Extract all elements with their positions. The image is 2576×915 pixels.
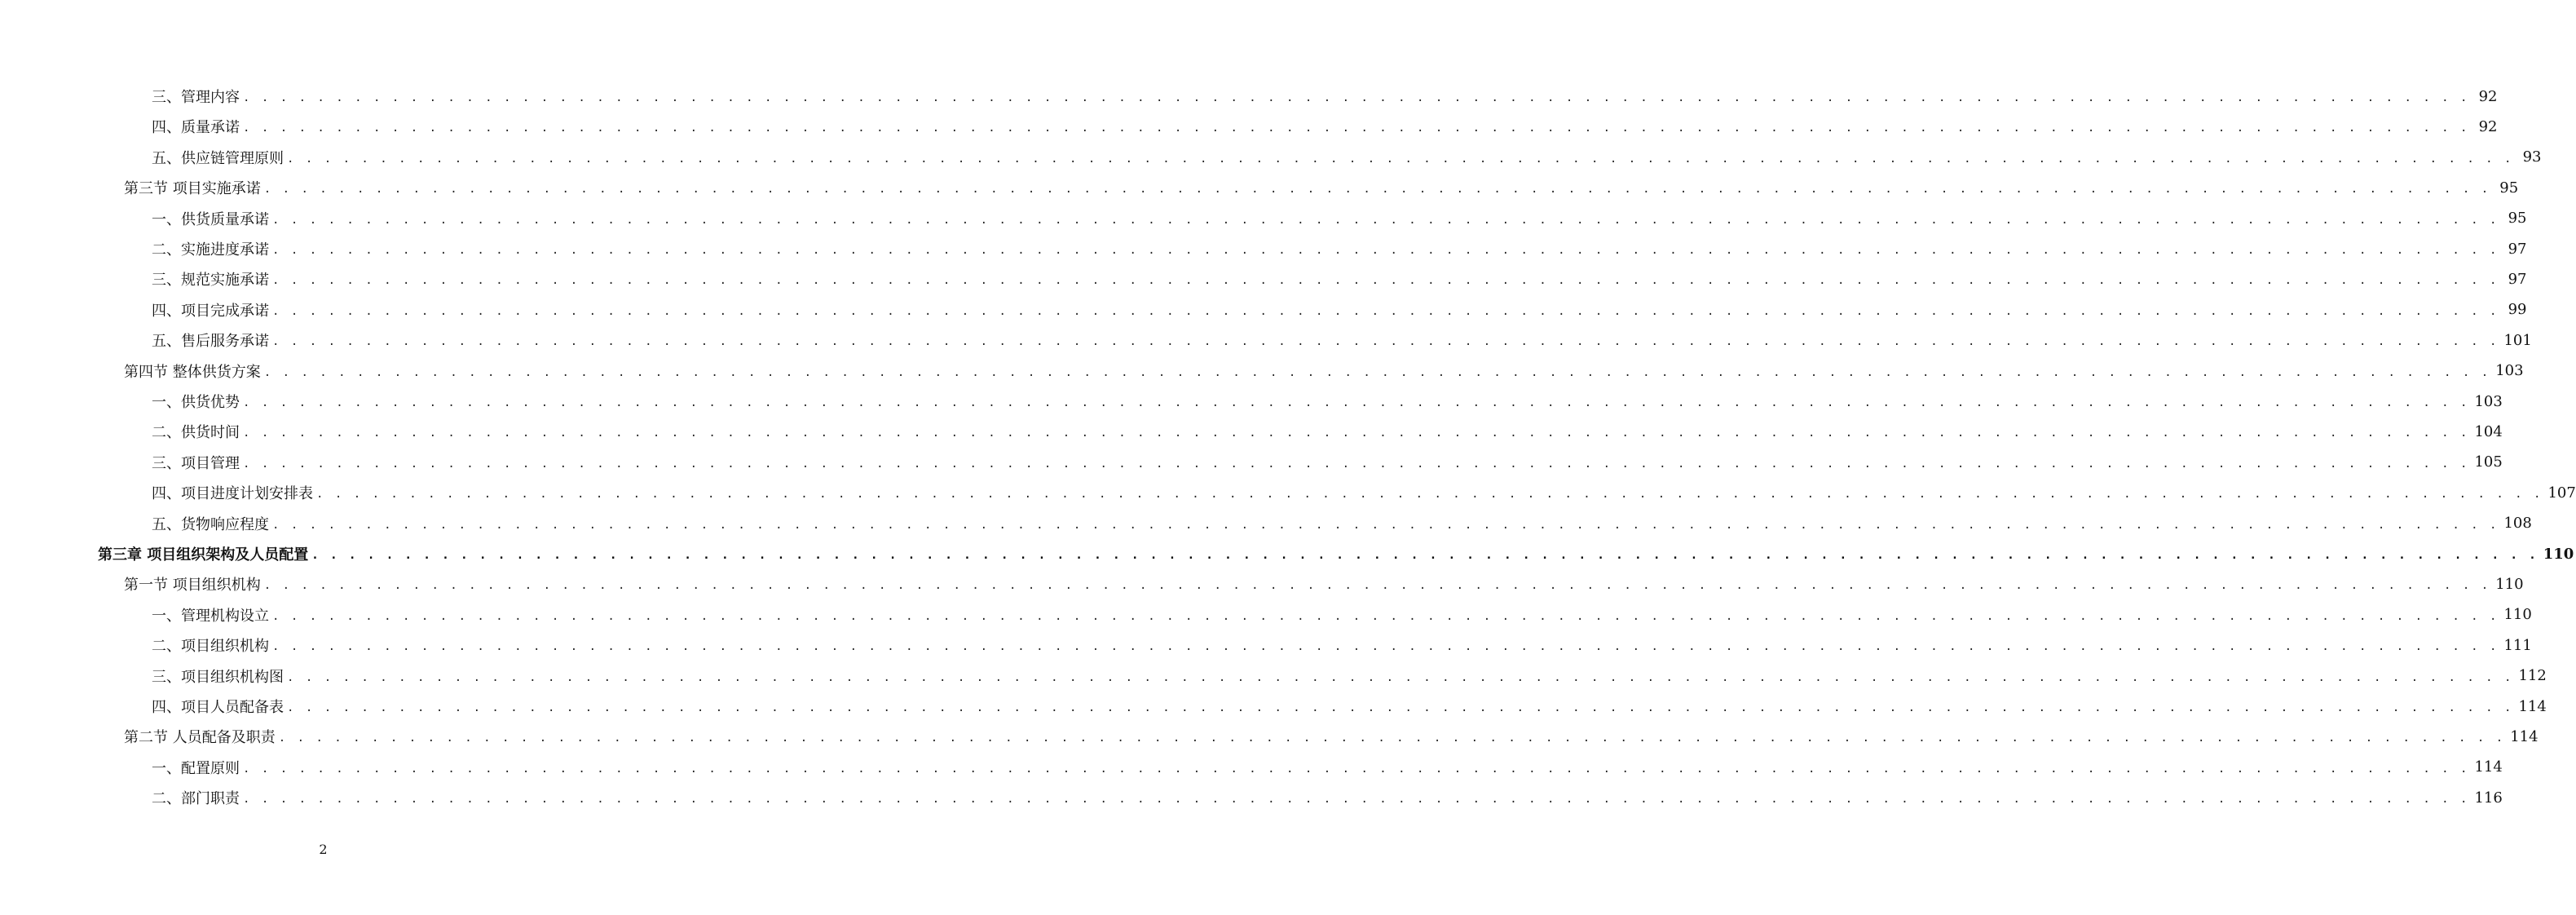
toc-entry[interactable] xyxy=(152,600,2532,630)
toc-entry[interactable] xyxy=(152,143,2542,172)
toc-entry[interactable] xyxy=(152,295,2527,325)
toc-leader-dots: . . . . . . . . . . . . . . . . . . . . . . . . . . . . . . . . . . . . . . . . . . . . . . . . . . . . . . . . . . . . . . . . . . . . . . . . . . . . . . . . . . . . . . . . . . . . . . . . . . . . . . . . . . . . . . . . . . . . . . . . xyxy=(272,518,2499,532)
toc-entry-page: 103 xyxy=(2474,392,2503,410)
toc-leader-dots: . . . . . . . . . . . . . . . . . . . . . . . . . . . . . . . . . . . . . . . . . . . . . . . . . . . . . . . . . . . . . . . . . . . . . . . . . . . . . . . . . . . . . . . . . . . . . . . . . . . . . . . . . . . . . . . . . . . . . . . . xyxy=(243,427,2470,440)
toc-leader-dots: . . . . . . . . . . . . . . . . . . . . . . . . . . . . . . . . . . . . . . . . . . . . . . . . . . . . . . . . . . . . . . . . . . . . . . . . . . . . . . . . . . . . . . . . . . . . . . . . . . . . . . . . . . . . . . . . . . . . . . . . xyxy=(311,549,2539,562)
toc-entry-title: 二、实施进度承诺 xyxy=(152,241,269,259)
toc-entry-title: 四、项目人员配备表 xyxy=(152,699,284,716)
toc-entry-page: 105 xyxy=(2474,453,2503,471)
toc-leader-dots: . . . . . . . . . . . . . . . . . . . . . . . . . . . . . . . . . . . . . . . . . . . . . . . . . . . . . . . . . . . . . . . . . . . . . . . . . . . . . . . . . . . . . . . . . . . . . . . . . . . . . . . . . . . . . . . . . . . . . . . . xyxy=(278,732,2506,745)
toc-entry-title: 三、规范实施承诺 xyxy=(152,272,269,290)
toc-entry[interactable] xyxy=(152,448,2503,477)
toc-entry[interactable] xyxy=(152,82,2498,111)
toc-entry-page: 110 xyxy=(2543,545,2574,563)
toc-leader-dots: . . . . . . . . . . . . . . . . . . . . . . . . . . . . . . . . . . . . . . . . . . . . . . . . . . . . . . . . . . . . . . . . . . . . . . . . . . . . . . . . . . . . . . . . . . . . . . . . . . . . . . . . . . . . . . . . . . . . . . . . xyxy=(263,183,2491,197)
toc-entry[interactable] xyxy=(124,722,2539,751)
toc-entry-page: 107 xyxy=(2547,484,2576,502)
toc-leader-dots: . . . . . . . . . . . . . . . . . . . . . . . . . . . . . . . . . . . . . . . . . . . . . . . . . . . . . . . . . . . . . . . . . . . . . . . . . . . . . . . . . . . . . . . . . . . . . . . . . . . . . . . . . . . . . . . . . . . . . . . . xyxy=(272,304,2499,318)
toc-entry-page: 110 xyxy=(2495,575,2524,593)
toc-entry-title: 三、项目组织机构图 xyxy=(152,668,284,686)
toc-leader-dots: . . . . . . . . . . . . . . . . . . . . . . . . . . . . . . . . . . . . . . . . . . . . . . . . . . . . . . . . . . . . . . . . . . . . . . . . . . . . . . . . . . . . . . . . . . . . . . . . . . . . . . . . . . . . . . . . . . . . . . . . xyxy=(243,457,2470,471)
toc-leader-dots: . . . . . . . . . . . . . . . . . . . . . . . . . . . . . . . . . . . . . . . . . . . . . . . . . . . . . . . . . . . . . . . . . . . . . . . . . . . . . . . . . . . . . . . . . . . . . . . . . . . . . . . . . . . . . . . . . . . . . . . . xyxy=(243,91,2470,104)
toc-leader-dots: . . . . . . . . . . . . . . . . . . . . . . . . . . . . . . . . . . . . . . . . . . . . . . . . . . . . . . . . . . . . . . . . . . . . . . . . . . . . . . . . . . . . . . . . . . . . . . . . . . . . . . . . . . . . . . . . . . . . . . . . xyxy=(287,152,2514,166)
toc-entry-page: 92 xyxy=(2478,117,2498,135)
toc-entry-title: 一、管理机构设立 xyxy=(152,607,269,625)
toc-leader-dots: . . . . . . . . . . . . . . . . . . . . . . . . . . . . . . . . . . . . . . . . . . . . . . . . . . . . . . . . . . . . . . . . . . . . . . . . . . . . . . . . . . . . . . . . . . . . . . . . . . . . . . . . . . . . . . . . . . . . . . . . xyxy=(272,609,2499,623)
toc-entry[interactable] xyxy=(152,264,2527,294)
toc-entry-title: 四、质量承诺 xyxy=(152,119,240,137)
toc-entry[interactable] xyxy=(124,569,2524,599)
toc-entry-page: 110 xyxy=(2503,606,2532,624)
toc-entry-title: 五、供应链管理原则 xyxy=(152,149,284,167)
toc-leader-dots: . . . . . . . . . . . . . . . . . . . . . . . . . . . . . . . . . . . . . . . . . . . . . . . . . . . . . . . . . . . . . . . . . . . . . . . . . . . . . . . . . . . . . . . . . . . . . . . . . . . . . . . . . . . . . . . . . . . . . . . . xyxy=(316,488,2543,502)
toc-entry-page: 93 xyxy=(2522,148,2542,166)
toc-leader-dots: . . . . . . . . . . . . . . . . . . . . . . . . . . . . . . . . . . . . . . . . . . . . . . . . . . . . . . . . . . . . . . . . . . . . . . . . . . . . . . . . . . . . . . . . . . . . . . . . . . . . . . . . . . . . . . . . . . . . . . . . xyxy=(272,640,2499,654)
toc-entry[interactable] xyxy=(124,356,2524,386)
toc-entry-page: 97 xyxy=(2508,270,2527,288)
toc-entry-title: 五、售后服务承诺 xyxy=(152,333,269,351)
toc-entry[interactable] xyxy=(152,204,2527,233)
toc-entry[interactable] xyxy=(152,478,2576,507)
toc-leader-dots: . . . . . . . . . . . . . . . . . . . . . . . . . . . . . . . . . . . . . . . . . . . . . . . . . . . . . . . . . . . . . . . . . . . . . . . . . . . . . . . . . . . . . . . . . . . . . . . . . . . . . . . . . . . . . . . . . . . . . . . . xyxy=(243,793,2470,807)
toc-entry-page: 97 xyxy=(2508,240,2527,258)
toc-entry-title: 第三章 项目组织架构及人员配置 xyxy=(98,546,309,564)
toc-entry-page: 116 xyxy=(2474,789,2503,807)
toc-entry-page: 101 xyxy=(2503,331,2532,349)
toc-entry[interactable] xyxy=(152,417,2503,446)
toc-entry[interactable] xyxy=(152,661,2547,691)
toc-entry[interactable] xyxy=(152,753,2503,782)
toc-entry-page: 95 xyxy=(2508,210,2527,228)
toc-entry[interactable] xyxy=(152,692,2547,721)
toc-entry[interactable] xyxy=(98,539,2574,568)
toc-entry-title: 第一节 项目组织机构 xyxy=(124,577,261,595)
toc-entry-page: 92 xyxy=(2478,87,2498,105)
toc-leader-dots: . . . . . . . . . . . . . . . . . . . . . . . . . . . . . . . . . . . . . . . . . . . . . . . . . . . . . . . . . . . . . . . . . . . . . . . . . . . . . . . . . . . . . . . . . . . . . . . . . . . . . . . . . . . . . . . . . . . . . . . . xyxy=(287,701,2514,714)
toc-entry-title: 四、项目进度计划安排表 xyxy=(152,485,313,503)
toc-entry-page: 99 xyxy=(2508,301,2527,319)
toc-entry-title: 第二节 人员配备及职责 xyxy=(124,729,276,747)
toc-leader-dots: . . . . . . . . . . . . . . . . . . . . . . . . . . . . . . . . . . . . . . . . . . . . . . . . . . . . . . . . . . . . . . . . . . . . . . . . . . . . . . . . . . . . . . . . . . . . . . . . . . . . . . . . . . . . . . . . . . . . . . . . xyxy=(263,365,2491,379)
toc-entry[interactable] xyxy=(152,783,2503,812)
toc-entry[interactable] xyxy=(124,173,2519,202)
toc-entry[interactable] xyxy=(152,234,2527,263)
toc-leader-dots: . . . . . . . . . . . . . . . . . . . . . . . . . . . . . . . . . . . . . . . . . . . . . . . . . . . . . . . . . . . . . . . . . . . . . . . . . . . . . . . . . . . . . . . . . . . . . . . . . . . . . . . . . . . . . . . . . . . . . . . . xyxy=(243,122,2470,135)
toc-entry-title: 第三节 项目实施承诺 xyxy=(124,180,261,198)
toc-entry[interactable] xyxy=(152,630,2532,660)
toc-entry-page: 114 xyxy=(2518,697,2547,715)
toc-entry-page: 108 xyxy=(2503,515,2532,533)
toc-entry-title: 一、供货质量承诺 xyxy=(152,210,269,228)
toc-entry-title: 第四节 整体供货方案 xyxy=(124,363,261,381)
toc-entry-page: 111 xyxy=(2503,636,2532,654)
toc-leader-dots: . . . . . . . . . . . . . . . . . . . . . . . . . . . . . . . . . . . . . . . . . . . . . . . . . . . . . . . . . . . . . . . . . . . . . . . . . . . . . . . . . . . . . . . . . . . . . . . . . . . . . . . . . . . . . . . . . . . . . . . . xyxy=(272,335,2499,349)
toc-entry-page: 95 xyxy=(2499,179,2519,197)
toc-leader-dots: . . . . . . . . . . . . . . . . . . . . . . . . . . . . . . . . . . . . . . . . . . . . . . . . . . . . . . . . . . . . . . . . . . . . . . . . . . . . . . . . . . . . . . . . . . . . . . . . . . . . . . . . . . . . . . . . . . . . . . . . xyxy=(272,244,2499,257)
toc-leader-dots: . . . . . . . . . . . . . . . . . . . . . . . . . . . . . . . . . . . . . . . . . . . . . . . . . . . . . . . . . . . . . . . . . . . . . . . . . . . . . . . . . . . . . . . . . . . . . . . . . . . . . . . . . . . . . . . . . . . . . . . . xyxy=(263,579,2491,593)
toc-entry[interactable] xyxy=(152,112,2498,141)
toc-entry-title: 二、供货时间 xyxy=(152,424,240,442)
toc-entry-title: 五、货物响应程度 xyxy=(152,515,269,533)
toc-entry-page: 114 xyxy=(2474,758,2503,776)
toc-entry[interactable] xyxy=(152,509,2532,538)
toc-entry-page: 112 xyxy=(2518,667,2547,685)
toc-entry-title: 三、管理内容 xyxy=(152,89,240,106)
toc-entry-page: 103 xyxy=(2495,362,2524,380)
toc-entry[interactable] xyxy=(152,387,2503,416)
toc-entry-title: 三、项目管理 xyxy=(152,454,240,472)
toc-leader-dots: . . . . . . . . . . . . . . . . . . . . . . . . . . . . . . . . . . . . . . . . . . . . . . . . . . . . . . . . . . . . . . . . . . . . . . . . . . . . . . . . . . . . . . . . . . . . . . . . . . . . . . . . . . . . . . . . . . . . . . . . xyxy=(243,762,2470,776)
toc-entry-page: 114 xyxy=(2510,727,2539,745)
toc-entry-title: 四、项目完成承诺 xyxy=(152,302,269,320)
toc-leader-dots: . . . . . . . . . . . . . . . . . . . . . . . . . . . . . . . . . . . . . . . . . . . . . . . . . . . . . . . . . . . . . . . . . . . . . . . . . . . . . . . . . . . . . . . . . . . . . . . . . . . . . . . . . . . . . . . . . . . . . . . . xyxy=(243,396,2470,409)
toc-entry[interactable] xyxy=(152,325,2532,355)
toc-entry-title: 二、项目组织机构 xyxy=(152,638,269,656)
toc-leader-dots: . . . . . . . . . . . . . . . . . . . . . . . . . . . . . . . . . . . . . . . . . . . . . . . . . . . . . . . . . . . . . . . . . . . . . . . . . . . . . . . . . . . . . . . . . . . . . . . . . . . . . . . . . . . . . . . . . . . . . . . . xyxy=(287,670,2514,684)
page-number: 2 xyxy=(319,842,328,857)
toc-leader-dots: . . . . . . . . . . . . . . . . . . . . . . . . . . . . . . . . . . . . . . . . . . . . . . . . . . . . . . . . . . . . . . . . . . . . . . . . . . . . . . . . . . . . . . . . . . . . . . . . . . . . . . . . . . . . . . . . . . . . . . . . xyxy=(272,213,2499,227)
toc-leader-dots: . . . . . . . . . . . . . . . . . . . . . . . . . . . . . . . . . . . . . . . . . . . . . . . . . . . . . . . . . . . . . . . . . . . . . . . . . . . . . . . . . . . . . . . . . . . . . . . . . . . . . . . . . . . . . . . . . . . . . . . . xyxy=(272,274,2499,288)
toc-entry-page: 104 xyxy=(2474,422,2503,440)
toc-entry-title: 一、供货优势 xyxy=(152,394,240,411)
toc-entry-title: 二、部门职责 xyxy=(152,790,240,808)
toc-entry-title: 一、配置原则 xyxy=(152,759,240,777)
